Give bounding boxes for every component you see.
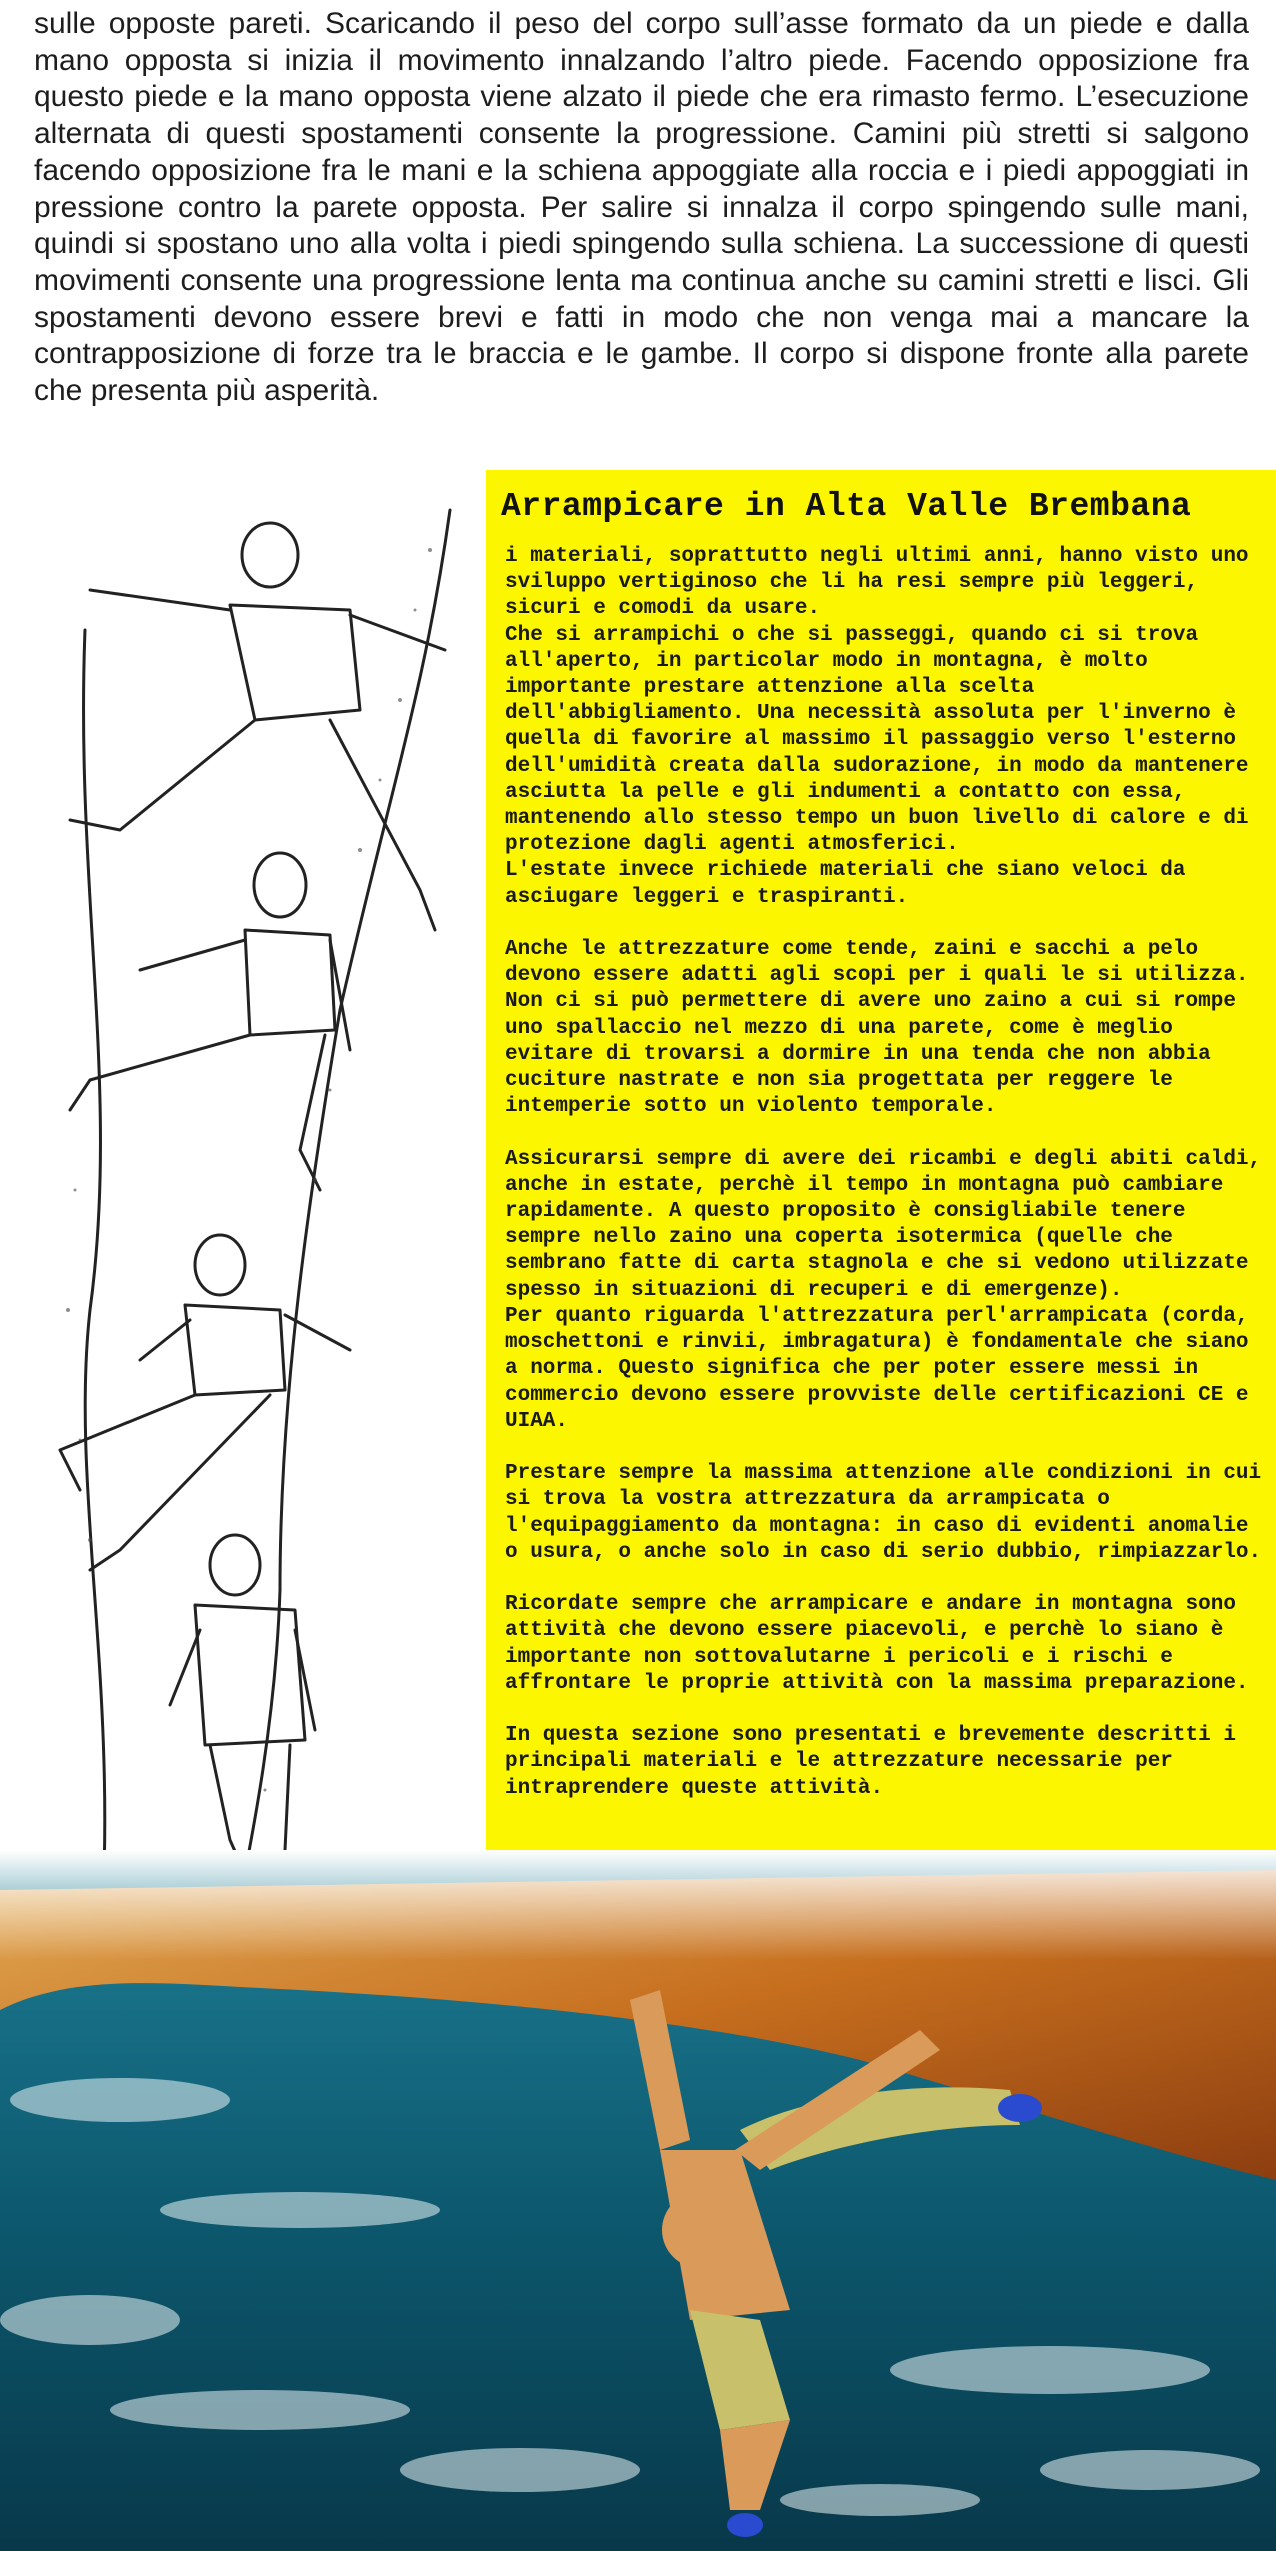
climber-figure-2 (70, 853, 350, 1190)
intro-paragraph: sulle opposte pareti. Scaricando il peso del corpo sull’asse formato da un piede e dalla mano opposta si inizia il movimento innalzando l’altro piede. Facendo opposizione fra questo piede e la mano opposta viene alzato il piede che era rimasto fermo. L’esecuzione alternata di questi spostamenti consente la progressione. Camini più stretti si salgono facendo opposizione fra le mani e la schiena appoggiate alla roccia e i piedi appoggiati in pressione contro la parete opposta. Per salire si innalza il corpo spingendo sulle mani, quindi si spostano uno alla volta i piedi spingendo sulla schiena. La successione di questi movimenti consente una progressione lenta ma continua anche su camini stretti e lisci. Gli spostamenti devono essere brevi e fatti in modo che non venga mai a mancare la contrapposizione di forze tra le braccia e le gambe. Il corpo si dispone fronte alla parete che presenta più asperità. (34, 7, 1249, 408)
photo-top-fade (0, 1850, 1276, 1960)
chimney-climbing-illustration (30, 490, 490, 1960)
info-panel (486, 470, 1276, 1940)
rock-speckle-texture (66, 548, 432, 1792)
climber-figure-3 (60, 1235, 350, 1570)
left-wall-line (84, 630, 105, 1950)
panel-title: Arrampicare in Alta Valle Brembana (501, 488, 1192, 525)
right-wall-line (230, 510, 450, 1950)
panel-body: i materiali, soprattutto negli ultimi anni, hanno visto uno sviluppo vertiginoso che li ha resi sempre più leggeri, sicuri e comodi da usare. Che si arrampichi o che si passeggi, quando ci si trova all'aperto, in particolar modo in montagna, è molto importante prestare attenzione alla scelta dell'abbigliamento. Una necessità assoluta per l'inverno è quella di favorire al massimo il passaggio verso l'esterno dell'umidità creata dalla sudorazione, in modo da mantenere asciutta la pelle e gli indumenti a contatto con essa, mantenendo allo stesso tempo un buon livello di calore e di protezione dagli agenti atmosferici. L'estate invece richiede materiali che siano veloci da asciugare leggeri e traspiranti. Anche le attrezzature come tende, zaini e sacchi a pelo devono essere adatti agli scopi per i quali le si utilizza. Non ci si può permettere di avere uno zaino a cui si rompe uno spallaccio nel mezzo di una parete, come è meglio evitare di trovarsi a dormire in una tenda che non abbia cuciture nastrate e non sia progettata per reggere le intemperie sotto un violento temporale. Assicurarsi sempre di avere dei ricambi e degli abiti caldi, anche in estate, perchè il tempo in montagna può cambiare rapidamente. A questo proposito è consigliabile tenere sempre nello zaino una coperta isotermica (quelle che sembrano fatte di carta stagnola e che si vedono utilizzate spesso in situazioni di recuperi e di emergenze). Per quanto riguarda l'attrezzatura perl'arrampicata (corda, moschettoni e rinvii, imbragatura) è fondamentale che siano a norma. Questo significa che per poter essere messi in commercio devono essere provviste delle certificazioni CE e UIAA. Prestare sempre la massima attenzione alle condizioni in cui si trova la vostra attrezzatura da arrampicata o l'equipaggiamento da montagna: in caso di evidenti anomalie o usura, o anche solo in caso di serio dubbio, rimpiazzarlo. Ricordate sempre che arrampicare e andare in montagna sono attività che devono essere piacevoli, e perchè lo siano è importante non sottovalutarne i pericoli e i rischi e affrontare le proprie attività con la massima preparazione. In questa sezione sono presentati e brevemente descritti i principali materiali e le attrezzature necessarie per intraprendere queste attività. (505, 545, 1262, 1800)
